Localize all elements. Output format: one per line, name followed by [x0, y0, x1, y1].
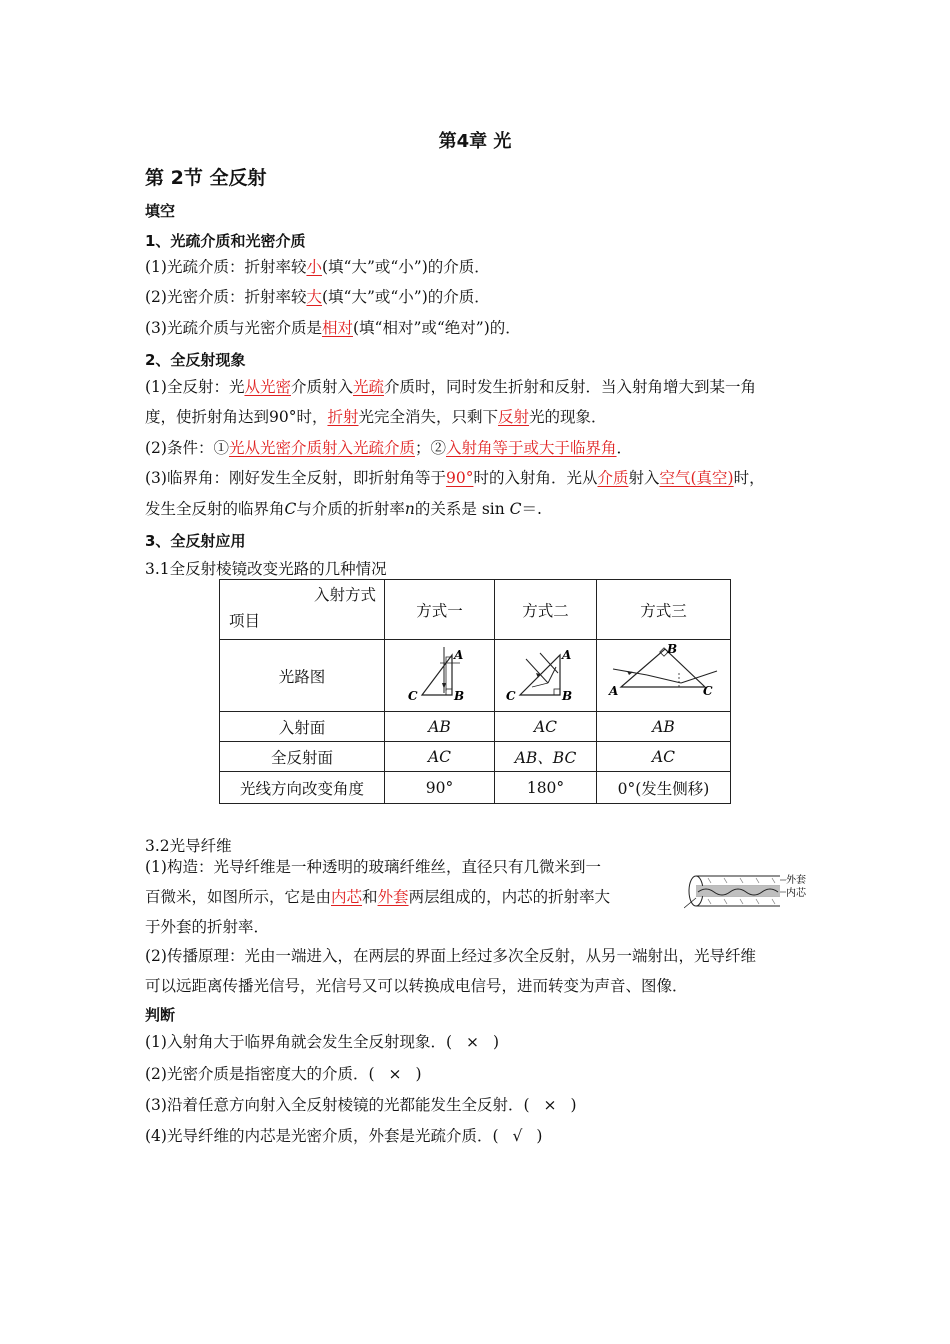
s1-line3: (3)光疏介质与光密介质是相对(填“相对”或“绝对”)的．: [145, 319, 521, 337]
judge-item-3: (3)沿着任意方向射入全反射棱镜的光都能发生全反射．( × ): [145, 1096, 577, 1114]
diagram-way3: [597, 640, 731, 712]
judge-mark: √: [512, 1127, 523, 1145]
fiber-p2-line1: (2)传播原理：光由一端进入，在两层的界面上经过多次全反射，从另一端射出，光导纤维: [145, 947, 756, 965]
row-label: 全反射面: [220, 742, 385, 772]
table-cell: AB: [385, 712, 495, 742]
corner-top: 入射方式: [313, 586, 376, 604]
s2-p1-line2: 度，使折射角达到90°时，折射光完全消失，只剩下反射光的现象．: [145, 408, 607, 426]
col-header: 方式一: [385, 580, 495, 640]
table-cell: AB、BC: [495, 742, 597, 772]
answer-blank: 折射: [327, 408, 359, 426]
judge-heading: 判断: [145, 1006, 176, 1024]
judge-mark: ×: [466, 1033, 480, 1051]
row-label: 光线方向改变角度: [220, 772, 385, 804]
table-cell: AC: [597, 742, 731, 772]
col-header: 方式二: [495, 580, 597, 640]
optical-fiber-diagram: [684, 868, 810, 918]
judge-mark: ×: [543, 1096, 557, 1114]
s2-title: 2、全反射现象: [145, 351, 246, 369]
prism-table: [219, 579, 731, 804]
svg-text:B: B: [561, 688, 572, 703]
answer-blank: 外套: [377, 888, 409, 906]
label-inner: 内芯: [786, 888, 806, 899]
table-cell: 90°: [385, 772, 495, 804]
table-cell: AC: [385, 742, 495, 772]
svg-text:A: A: [561, 647, 571, 662]
answer-blank: 反射: [498, 408, 530, 426]
s2-p3-line1: (3)临界角：刚好发生全反射，即折射角等于90°时的入射角．光从介质射入空气(真空)时，: [145, 469, 765, 487]
table-corner: [220, 580, 385, 640]
chapter-title: 第4章 光: [438, 131, 512, 152]
col-header: 方式三: [597, 580, 731, 640]
table-cell: 180°: [495, 772, 597, 804]
judge-mark: ×: [388, 1065, 402, 1083]
answer-blank: 90°: [445, 469, 474, 487]
fiber-line2: 百微米，如图所示，它是由内芯和外套两层组成的，内芯的折射率大: [145, 888, 611, 906]
s1-title: 1、光疏介质和光密介质: [145, 232, 306, 250]
s2-p2: (2)条件：①光从光密介质射入光疏介质；②入射角等于或大于临界角．: [145, 439, 633, 457]
label-outer: 外套: [786, 875, 806, 886]
answer-blank: 入射角等于或大于临界角: [446, 439, 617, 457]
prism-diagram-1: [390, 643, 490, 709]
svg-text:C: C: [407, 688, 418, 703]
svg-text:A: A: [608, 683, 618, 698]
diagram-way2: [495, 640, 597, 712]
prism-diagram-2: [496, 643, 596, 709]
fill-heading: 填空: [145, 202, 176, 220]
svg-text:C: C: [505, 688, 516, 703]
table-cell: AC: [495, 712, 597, 742]
s1-line2: (2)光密介质：折射率较大(填“大”或“小”)的介质．: [145, 288, 490, 306]
s2-p1-line1: (1)全反射：光从光密介质射入光疏介质时，同时发生折射和反射．当入射角增大到某一角: [145, 378, 757, 396]
judge-item-2: (2)光密介质是指密度大的介质．( × ): [145, 1065, 422, 1083]
fiber-line1: (1)构造：光导纤维是一种透明的玻璃纤维丝，直径只有几微米到一: [145, 858, 601, 876]
answer-blank: 介质: [597, 469, 629, 487]
answer-blank: 光从光密介质射入光疏介质: [228, 439, 415, 457]
table-cell: 0°(发生侧移): [597, 772, 731, 804]
s3-sub2: 3.2光导纤维: [145, 837, 232, 855]
svg-text:A: A: [453, 647, 463, 662]
svg-text:C: C: [702, 683, 713, 698]
answer-blank: 内芯: [331, 888, 363, 906]
answer-blank: 从光密: [244, 378, 291, 396]
row-label: 光路图: [220, 640, 385, 712]
answer-blank: 空气(真空): [659, 469, 734, 487]
fiber-p2-line2: 可以远距离传播光信号，光信号又可以转换成电信号，进而转变为声音、图像．: [145, 977, 688, 995]
judge-item-4: (4)光导纤维的内芯是光密介质，外套是光疏介质．( √ ): [145, 1127, 543, 1145]
answer-blank: 光疏: [353, 378, 385, 396]
s1-line1: (1)光疏介质：折射率较小(填“大”或“小”)的介质．: [145, 258, 490, 276]
answer-blank: 大: [306, 288, 322, 306]
diagram-way1: [385, 640, 495, 712]
corner-bottom: 项目: [229, 612, 261, 630]
answer-blank: 相对: [321, 319, 353, 337]
section-title: 第 2节 全反射: [145, 167, 267, 189]
s2-p3-line2: 发生全反射的临界角C与介质的折射率n的关系是 sin C＝.: [145, 500, 542, 518]
judge-item-1: (1)入射角大于临界角就会发生全反射现象．( × ): [145, 1033, 500, 1051]
answer-blank: 小: [306, 258, 322, 276]
prism-diagram-3: [599, 643, 729, 709]
table-cell: AB: [597, 712, 731, 742]
s3-title: 3、全反射应用: [145, 532, 246, 550]
svg-text:B: B: [453, 688, 464, 703]
row-label: 入射面: [220, 712, 385, 742]
svg-text:B: B: [666, 642, 677, 656]
fiber-line3: 于外套的折射率．: [145, 918, 270, 936]
s3-sub1: 3.1全反射棱镜改变光路的几种情况: [145, 560, 387, 578]
